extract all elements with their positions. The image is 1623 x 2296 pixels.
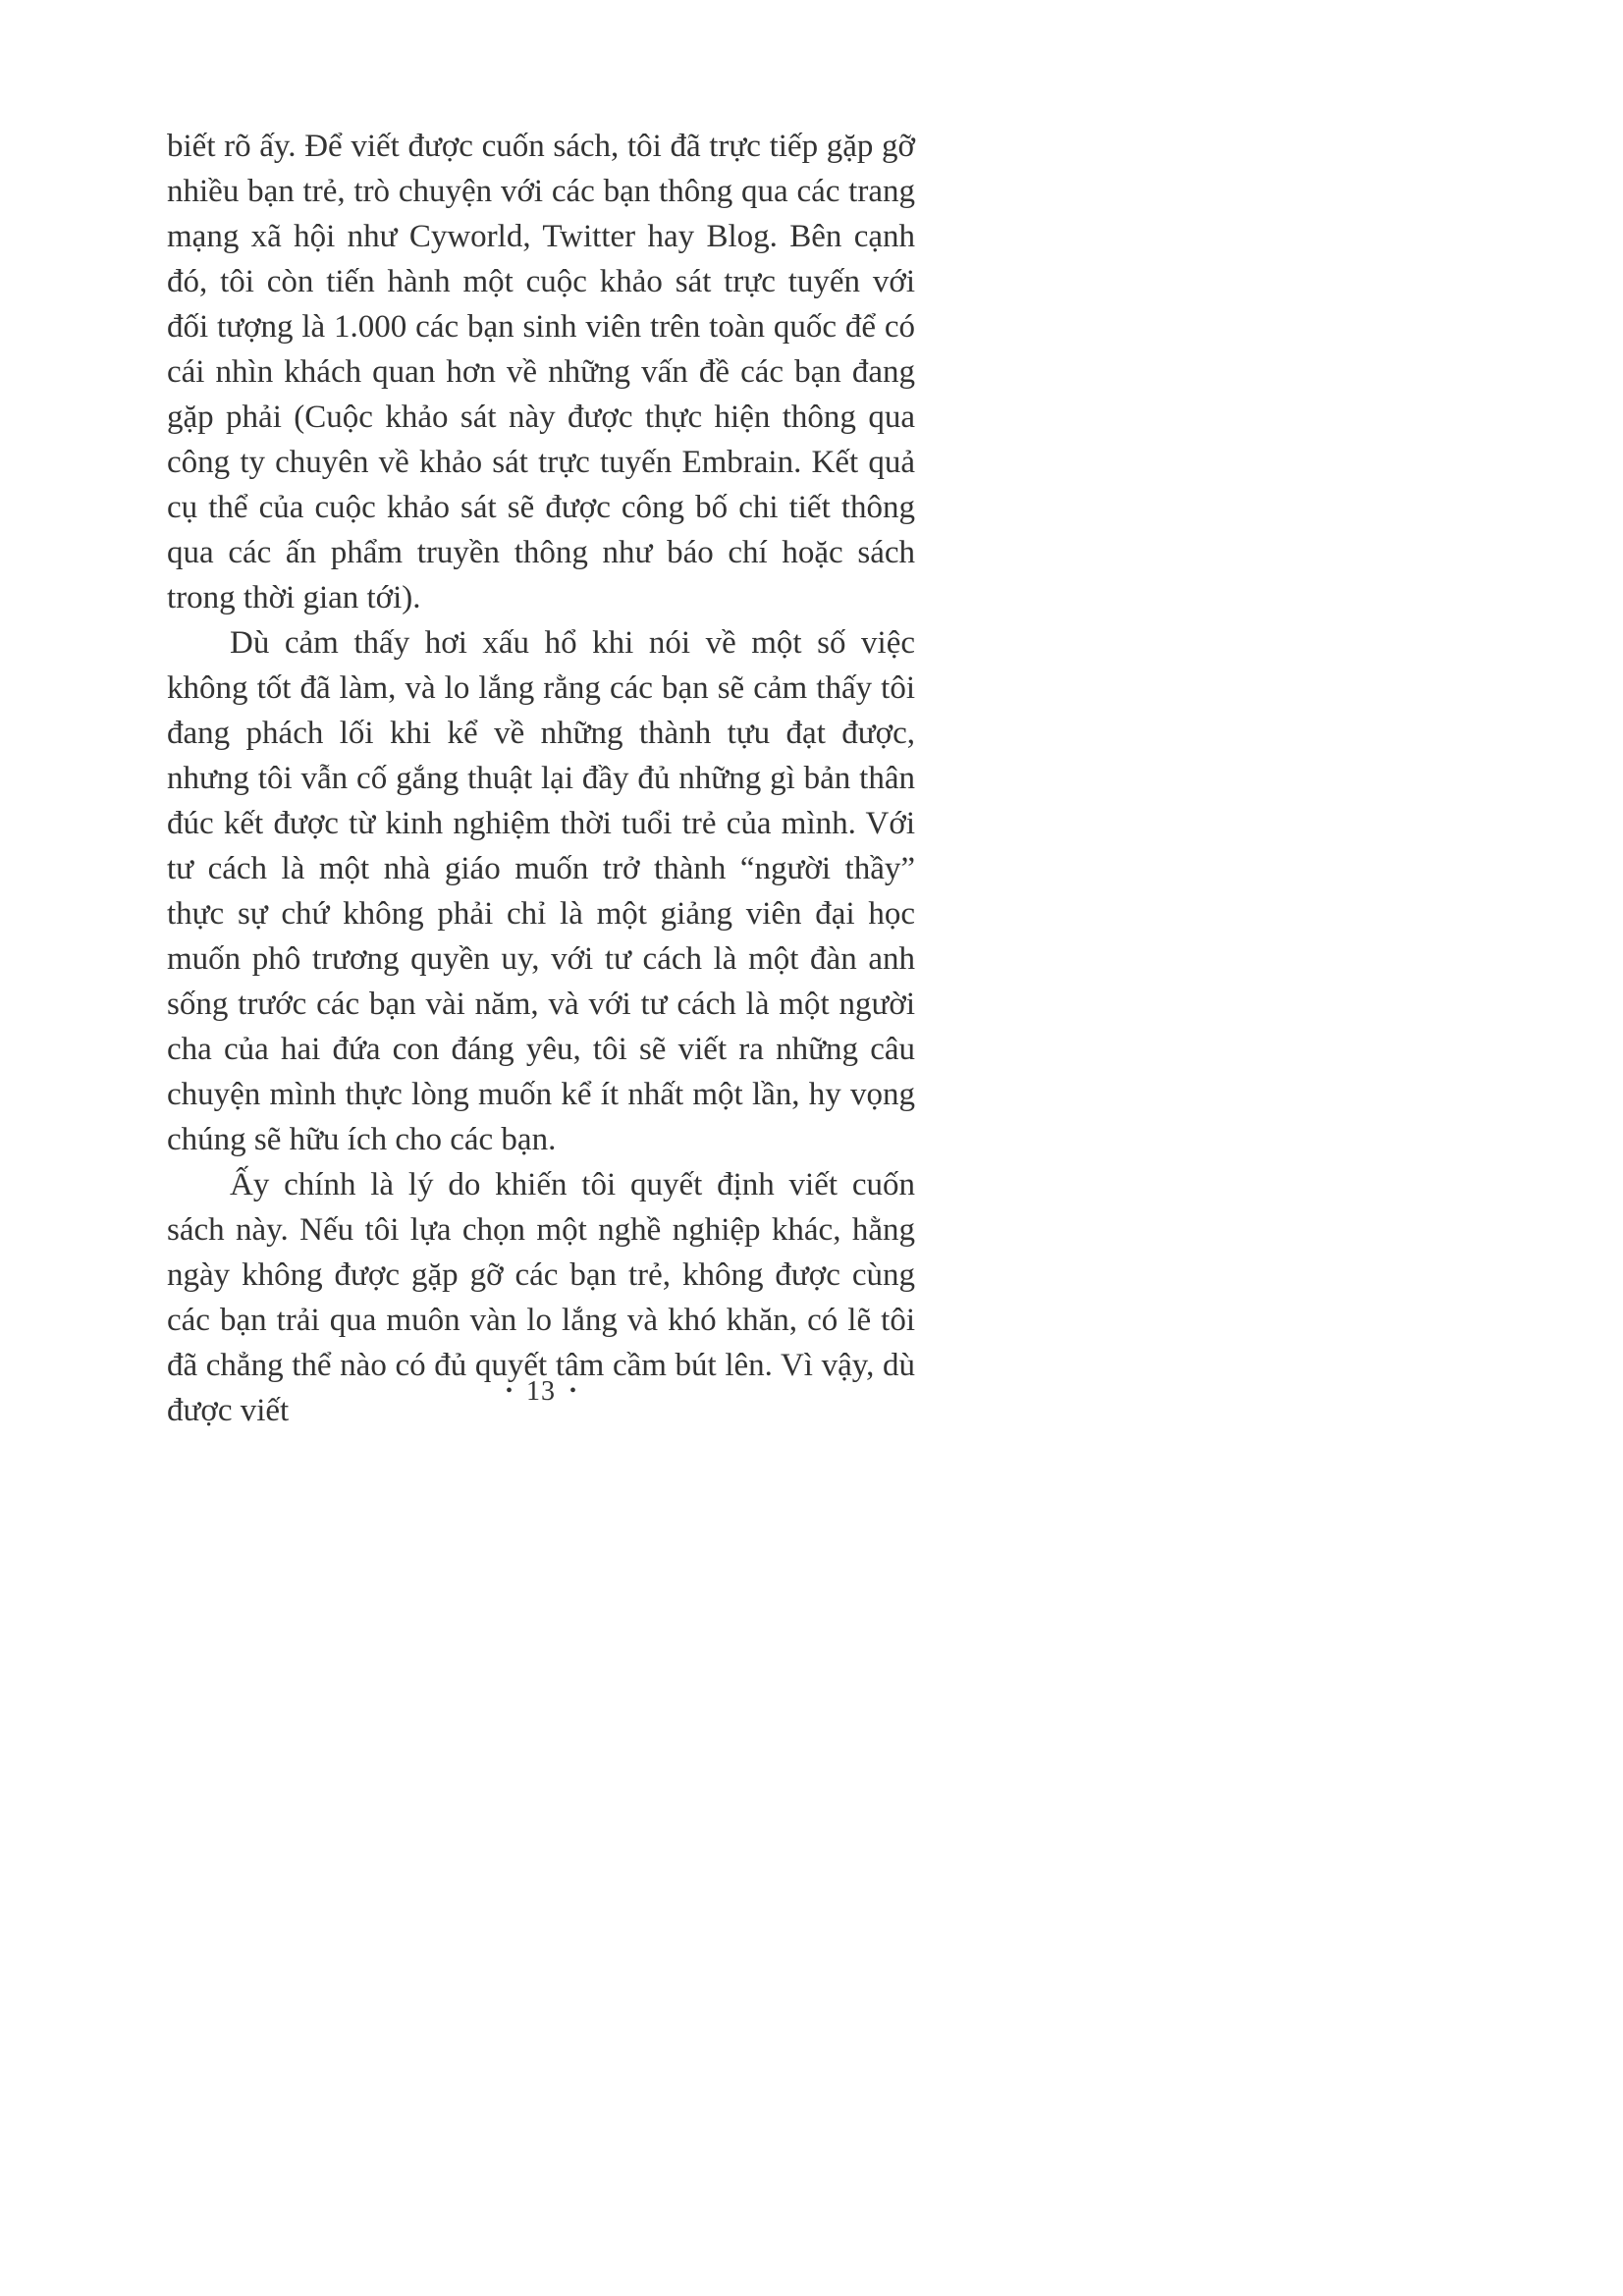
- paragraph: Ấy chính là lý do khiến tôi quyết định viết cuốn sách này. Nếu tôi lựa chọn một nghề nghiệp khác, hằng ngày không được gặp gỡ các bạn trẻ, không được cùng các bạn trải qua muôn vàn lo lắng và khó khăn, có lẽ tôi đã chẳng thể nào có đủ quyết tâm cầm bút lên. Vì vậy, dù được viết: [167, 1167, 915, 1428]
- paragraph: Dù cảm thấy hơi xấu hổ khi nói về một số việc không tốt đã làm, và lo lắng rằng các bạn sẽ cảm thấy tôi đang phách lối khi kể về những thành tựu đạt được, nhưng tôi vẫn cố gắng thuật lại đầy đủ những gì bản thân đúc kết được từ kinh nghiệm thời tuổi trẻ của mình. Với tư cách là một nhà giáo muốn trở thành “người thầy” thực sự chứ không phải chỉ là một giảng viên đại học muốn phô trương quyền uy, với tư cách là một đàn anh sống trước các bạn vài năm, và với tư cách là một người cha của hai đứa con đáng yêu, tôi sẽ viết ra những câu chuyện mình thực lòng muốn kể ít nhất một lần, hy vọng chúng sẽ hữu ích cho các bạn.: [167, 625, 915, 1157]
- page-number: 13: [526, 1376, 556, 1407]
- footer-bullet-right: •: [569, 1380, 577, 1402]
- paragraph: biết rõ ấy. Để viết được cuốn sách, tôi đã trực tiếp gặp gỡ nhiều bạn trẻ, trò chuyện với các bạn thông qua các trang mạng xã hội như Cyworld, Twitter hay Blog. Bên cạnh đó, tôi còn tiến hành một cuộc khảo sát trực tuyến với đối tượng là 1.000 các bạn sinh viên trên toàn quốc để có cái nhìn khách quan hơn về những vấn đề các bạn đang gặp phải (Cuộc khảo sát này được thực hiện thông qua công ty chuyên về khảo sát trực tuyến Embrain. Kết quả cụ thể của cuộc khảo sát sẽ được công bố chi tiết thông qua các ấn phẩm truyền thông như báo chí hoặc sách trong thời gian tới).: [167, 129, 915, 615]
- body-text: [167, 124, 915, 1433]
- footer-bullet-left: •: [505, 1380, 513, 1402]
- page-footer: [167, 1376, 915, 1408]
